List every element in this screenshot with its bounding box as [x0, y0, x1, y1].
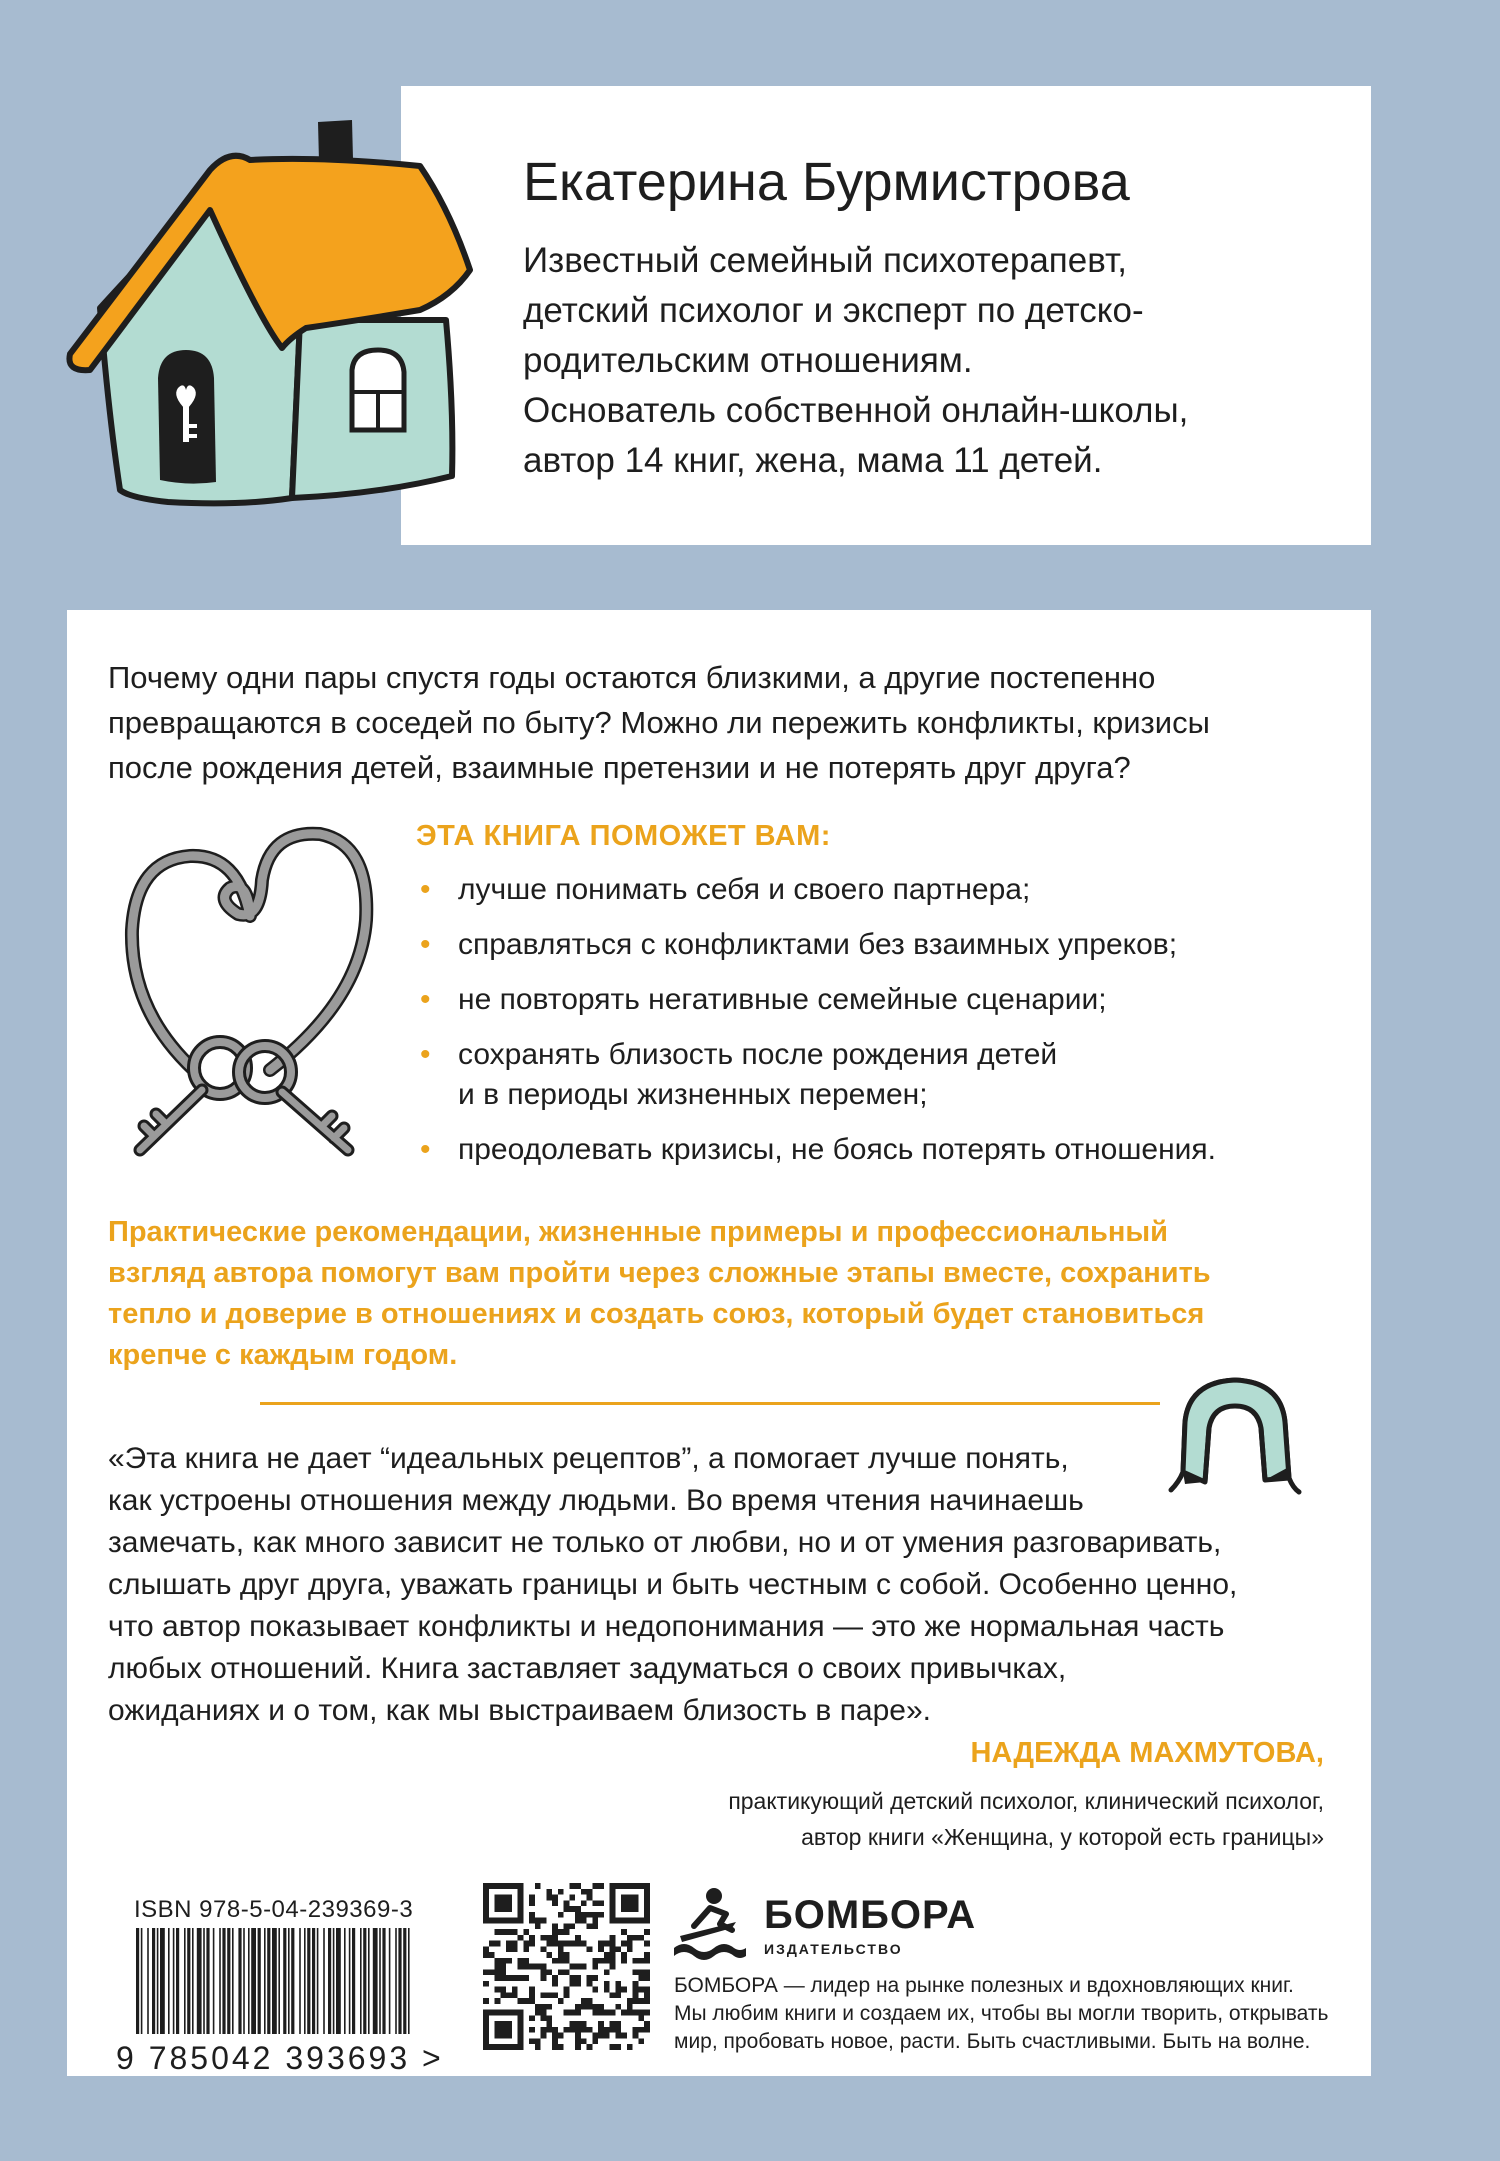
- reviewer-name: НАДЕЖДА МАХМУТОВА,: [970, 1737, 1324, 1769]
- list-item-text: не повторять негативные семейные сценарии;: [458, 983, 1107, 1016]
- author-bio-line: Известный семейный психотерапевт,: [523, 241, 1127, 280]
- author-name: Екатерина Бурмистрова: [523, 152, 1130, 212]
- intro-line: превращаются в соседей по быту? Можно ли пережить конфликты, кризисы: [108, 705, 1210, 740]
- bullet-icon: •: [420, 1133, 431, 1166]
- practical-line: крепче с каждым годом.: [108, 1339, 458, 1371]
- author-bio: [523, 236, 1323, 486]
- quote-line: как устроены отношения между людьми. Во время чтения начинаешь: [108, 1484, 1084, 1517]
- publisher-blurb-line: мир, пробовать новое, расти. Быть счастливыми. Быть на волне.: [674, 2030, 1311, 2053]
- quote-line: слышать друг друга, уважать границы и быть честным с собой. Особенно ценно,: [108, 1568, 1238, 1601]
- reviewer-title-line: практикующий детский психолог, клинический психолог,: [728, 1788, 1324, 1814]
- barcode: [134, 1928, 416, 2034]
- bullet-icon: •: [420, 983, 431, 1016]
- reviewer-title-line: автор книги «Женщина, у которой есть границы»: [801, 1824, 1324, 1850]
- practical-line: тепло и доверие в отношениях и создать союз, который будет становиться: [108, 1298, 1205, 1330]
- list-item: [416, 1035, 1336, 1115]
- author-bio-line: родительским отношениям.: [523, 341, 973, 380]
- author-bio-line: детский психолог и эксперт по детско-: [523, 291, 1144, 330]
- list-item: [416, 1130, 1336, 1170]
- list-item-text: и в периоды жизненных перемен;: [458, 1078, 928, 1111]
- review-quote: [108, 1438, 1348, 1732]
- quote-line: любых отношений. Книга заставляет задуматься о своих привычках,: [108, 1652, 1067, 1685]
- bullet-icon: •: [420, 873, 431, 906]
- house-icon: [60, 110, 480, 540]
- barcode-digits: 9 785042 393693 >: [116, 2040, 444, 2076]
- bullet-icon: •: [420, 1038, 431, 1071]
- list-item-text: преодолевать кризисы, не боясь потерять отношения.: [458, 1133, 1216, 1166]
- list-item: [416, 925, 1336, 965]
- intro-paragraph: [108, 655, 1348, 790]
- list-item-text: справляться с конфликтами без взаимных упреков;: [458, 928, 1178, 961]
- author-bio-line: Основатель собственной онлайн-школы,: [523, 391, 1189, 430]
- isbn-text: ISBN 978-5-04-239369-3: [134, 1896, 414, 1923]
- practical-line: Практические рекомендации, жизненные примеры и профессиональный: [108, 1216, 1168, 1248]
- list-item: [416, 980, 1336, 1020]
- quote-line: что автор показывает конфликты и недопонимания — это же нормальная часть: [108, 1610, 1225, 1643]
- intro-line: Почему одни пары спустя годы остаются близкими, а другие постепенно: [108, 660, 1156, 695]
- reviewer-title: [728, 1783, 1324, 1855]
- list-item: [416, 870, 1336, 910]
- practical-paragraph: [108, 1212, 1348, 1376]
- bullet-icon: •: [420, 928, 431, 961]
- publisher-subtitle: ИЗДАТЕЛЬСТВО: [764, 1941, 903, 1957]
- author-bio-line: автор 14 книг, жена, мама 11 детей.: [523, 441, 1103, 480]
- practical-line: взгляд автора помогут вам пройти через сложные этапы вместе, сохранить: [108, 1257, 1211, 1289]
- benefits-list: [416, 870, 1336, 1185]
- intro-line: после рождения детей, взаимные претензии и не потерять друг друга?: [108, 750, 1131, 785]
- quote-line: замечать, как много зависит не только от любви, но и от умения разговаривать,: [108, 1526, 1222, 1559]
- publisher-blurb-line: Мы любим книги и создаем их, чтобы вы могли творить, открывать: [674, 2002, 1329, 2025]
- quote-line: ожиданиях и о том, как мы выстраиваем близость в паре».: [108, 1694, 932, 1727]
- publisher-name: БОМБОРА: [764, 1893, 977, 1937]
- benefits-heading: ЭТА КНИГА ПОМОЖЕТ ВАМ:: [416, 820, 831, 852]
- publisher-blurb-line: БОМБОРА — лидер на рынке полезных и вдохновляющих книг.: [674, 1974, 1294, 1997]
- divider: [260, 1402, 1160, 1405]
- heart-keys-icon: [120, 820, 380, 1170]
- list-item-text: лучше понимать себя и своего партнера;: [458, 873, 1031, 906]
- publisher-logo-icon: [670, 1882, 750, 1962]
- list-item-text: сохранять близость после рождения детей: [458, 1038, 1058, 1071]
- quote-line: «Эта книга не дает “идеальных рецептов”, а помогает лучше понять,: [108, 1442, 1069, 1475]
- qr-code: [483, 1883, 650, 2050]
- publisher-blurb: [674, 1972, 1374, 2056]
